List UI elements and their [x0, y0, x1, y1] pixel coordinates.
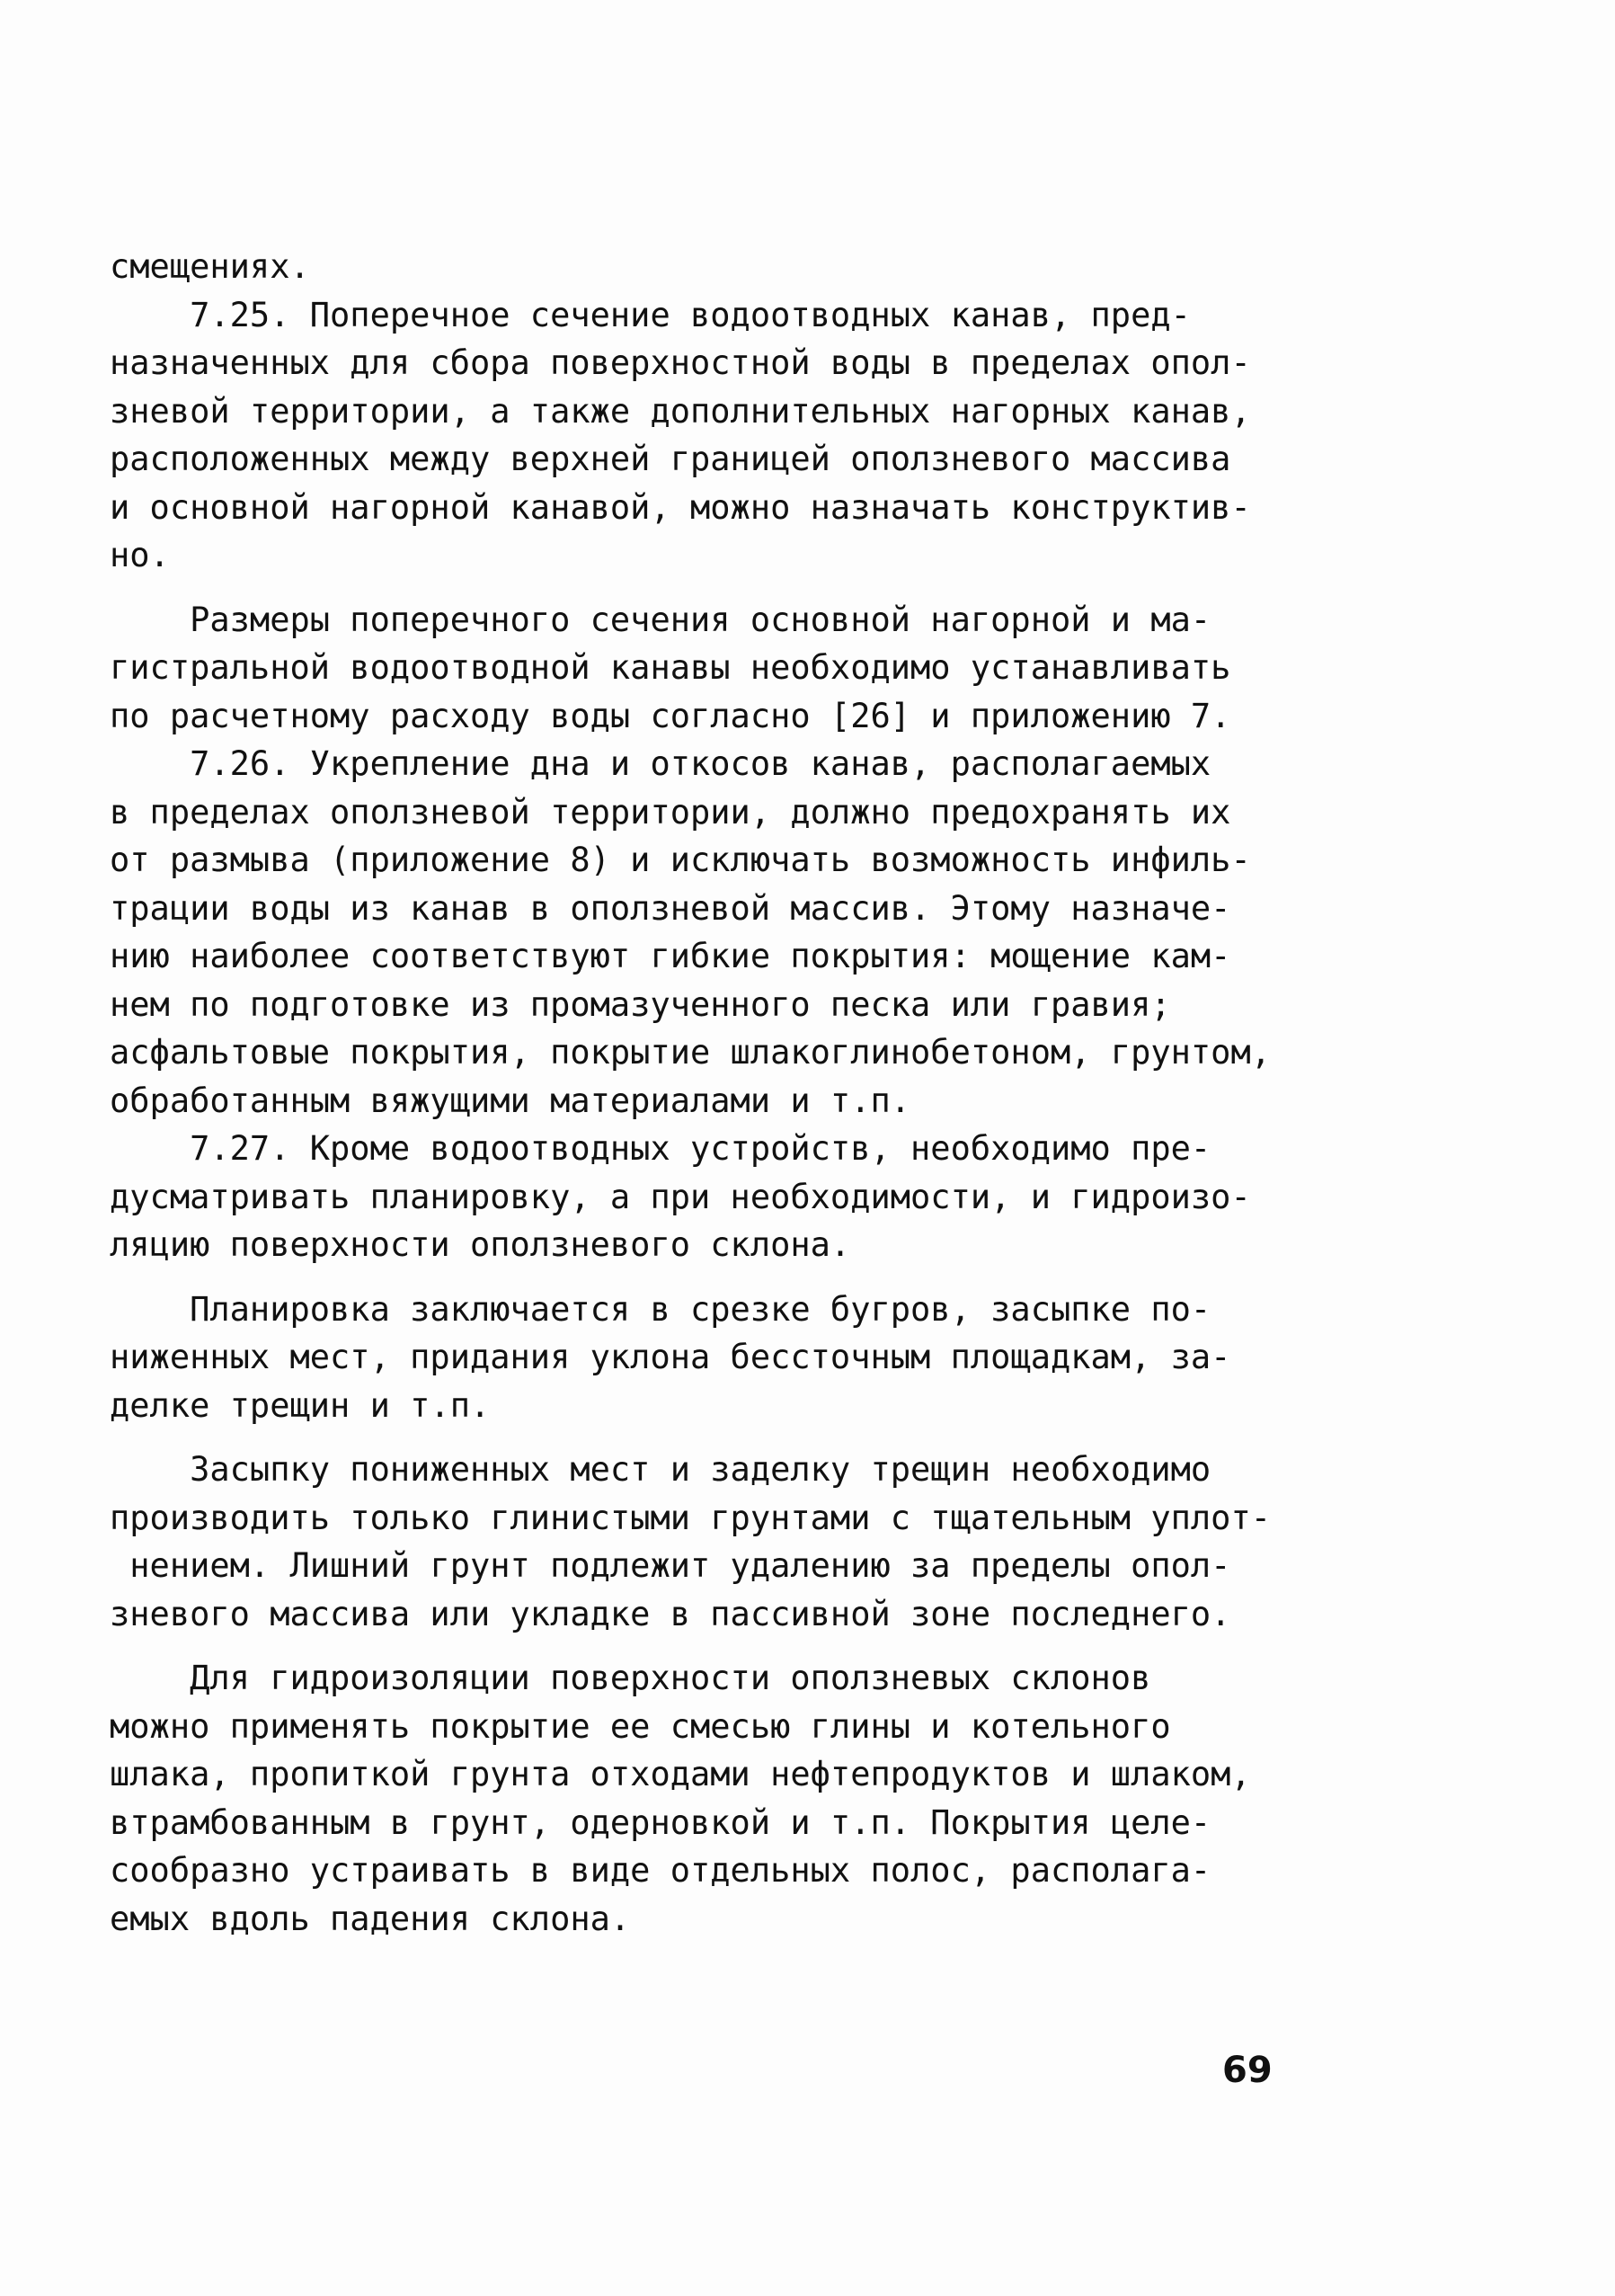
text-line: и основной нагорной канавой, можно назначать конструктив-: [110, 487, 1251, 527]
text-line: расположенных между верхней границей оползневого массива: [110, 440, 1231, 478]
body-text: [110, 243, 1278, 1943]
text-line: 7.25. Поперечное сечение водоотводных канав, пред-: [110, 295, 1191, 334]
text-line: зневого массива или укладке в пассивной зоне последнего.: [110, 1594, 1231, 1633]
text-line: дусматривать планировку, а при необходимости, и гидроизо-: [110, 1177, 1251, 1216]
paragraph-gap: [110, 1638, 1278, 1654]
text-line: нем по подготовке из промазученного песка или гравия;: [110, 984, 1171, 1024]
text-line: втрамбованным в грунт, одерновкой и т.п. Покрытия целе-: [110, 1802, 1211, 1842]
text-line: емых вдоль падения склона.: [110, 1899, 631, 1938]
text-line: обработанным вяжущими материалами и т.п.: [110, 1081, 911, 1120]
text-line: производить только глинистыми грунтами с тщательным уплот-: [110, 1498, 1272, 1537]
text-line: от размыва (приложение 8) и исключать возможность инфиль-: [110, 841, 1251, 879]
text-line: ниженных мест, придания уклона бессточным площадкам, за-: [110, 1338, 1231, 1376]
paragraph-gap: [110, 1429, 1278, 1446]
text-line: делке трещин и т.п.: [110, 1385, 491, 1425]
text-line: Планировка заключается в срезке бугров, засыпке по-: [110, 1289, 1211, 1329]
text-line: Размеры поперечного сечения основной нагорной и ма-: [110, 600, 1211, 639]
text-line: по расчетному расходу воды согласно [26] и приложению 7.: [110, 696, 1231, 735]
text-line: гистральной водоотводной канавы необходимо устанавливать: [110, 648, 1231, 687]
text-line: но.: [110, 536, 170, 574]
text-line: 7.26. Укрепление дна и откосов канав, располагаемых: [110, 744, 1211, 783]
page-number: 69: [1222, 2050, 1273, 2091]
paragraph-gap: [110, 580, 1278, 596]
text-line: асфальтовые покрытия, покрытие шлакоглинобетоном, грунтом,: [110, 1033, 1272, 1072]
text-line: зневой территории, а также дополнительных нагорных канав,: [110, 391, 1251, 431]
text-line: нию наиболее соответствуют гибкие покрытия: мощение кам-: [110, 937, 1231, 975]
text-line: смещениях.: [110, 247, 310, 286]
text-line: трации воды из канав в оползневой массив. Этому назначе-: [110, 888, 1231, 928]
text-line: сообразно устраивать в виде отдельных полос, располага-: [110, 1851, 1211, 1890]
text-line: Засыпку пониженных мест и заделку трещин необходимо: [110, 1450, 1211, 1489]
text-line: нением. Лишний грунт подлежит удалению за пределы опол-: [110, 1546, 1231, 1585]
text-line: можно применять покрытие ее смесью глины и котельного: [110, 1706, 1171, 1746]
text-line: в пределах оползневой территории, должно предохранять их: [110, 792, 1231, 832]
text-line: назначенных для сбора поверхностной воды в пределах опол-: [110, 343, 1251, 382]
paragraph-gap: [110, 1269, 1278, 1286]
text-line: шлака, пропиткой грунта отходами нефтепродуктов и шлаком,: [110, 1755, 1251, 1793]
text-line: ляцию поверхности оползневого склона.: [110, 1225, 851, 1264]
text-line: 7.27. Кроме водоотводных устройств, необходимо пре-: [110, 1129, 1211, 1168]
text-line: Для гидроизоляции поверхности оползневых склонов: [110, 1659, 1151, 1697]
